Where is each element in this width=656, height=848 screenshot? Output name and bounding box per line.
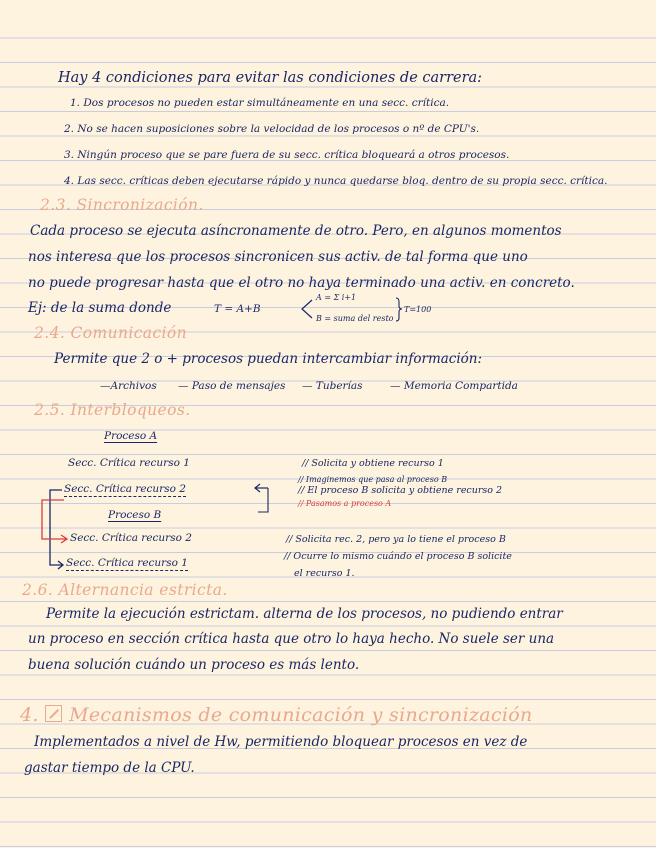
proceso-b-label: Proceso B bbox=[108, 509, 162, 521]
s24-item-archivos: —Archivos bbox=[100, 380, 157, 392]
condition-2: 2. No se hacen suposiciones sobre la velocidad de los procesos o nº de CPU's. bbox=[64, 123, 480, 135]
s24-item-memoria: — Memoria Compartida bbox=[390, 380, 518, 392]
s4-line-2: gastar tiempo de la CPU. bbox=[24, 760, 195, 776]
a-recurso-2: Secc. Crítica recurso 2 bbox=[64, 483, 186, 495]
comment-4: // Pasamos a proceso A bbox=[298, 499, 392, 508]
comment-6: // Ocurre lo mismo cuándo el proceso B solicite bbox=[284, 551, 512, 562]
comment-2: // Imaginemos que pasa al proceso B bbox=[298, 475, 448, 484]
b-recurso-1: Secc. Crítica recurso 1 bbox=[66, 557, 188, 569]
heading-2-5: 2.5. Interbloqueos. bbox=[34, 401, 191, 419]
heading-4-title: Mecanismos de comunicación y sincronización bbox=[69, 704, 533, 726]
comment-7: el recurso 1. bbox=[294, 568, 355, 579]
s23-example-lead: Ej: de la suma donde bbox=[28, 300, 172, 316]
comment-5: // Solicita rec. 2, pero ya lo tiene el proceso B bbox=[286, 534, 506, 545]
heading-4-number: 4. bbox=[20, 704, 39, 726]
comment-1: // Solicita y obtiene recurso 1 bbox=[302, 458, 444, 469]
s24-line: Permite que 2 o + procesos puedan intercambiar información: bbox=[54, 351, 483, 367]
a-recurso-1: Secc. Crítica recurso 1 bbox=[68, 457, 190, 469]
intro-line: Hay 4 condiciones para evitar las condiciones de carrera: bbox=[58, 70, 483, 86]
heading-2-4: 2.4. Comunicación bbox=[34, 324, 187, 342]
b-recurso-2: Secc. Crítica recurso 2 bbox=[70, 532, 192, 544]
s26-line-1: Permite la ejecución estrictam. alterna de los procesos, no pudiendo entrar bbox=[46, 606, 563, 622]
heading-2-6: 2.6. Alternancia estricta. bbox=[22, 581, 228, 599]
s23-example-result: T=100 bbox=[404, 305, 432, 314]
condition-1: 1. Dos procesos no pueden estar simultáneamente en una secc. crítica. bbox=[70, 97, 450, 109]
s23-line-1: Cada proceso se ejecuta asíncronamente de otro. Pero, en algunos momentos bbox=[30, 223, 562, 239]
s26-line-2: un proceso en sección crítica hasta que otro lo haya hecho. No suele ser una bbox=[28, 631, 555, 647]
proceso-a-label: Proceso A bbox=[104, 430, 158, 442]
checkbox-icon bbox=[45, 705, 62, 722]
s23-line-3: no puede progresar hasta que el otro no haya terminado una activ. en concreto. bbox=[28, 275, 575, 291]
s23-example-a: A = Σ i+1 bbox=[316, 293, 357, 302]
condition-4: 4. Las secc. críticas deben ejecutarse rápido y nunca quedarse bloq. dentro de su propia secc. crítica. bbox=[64, 175, 608, 187]
condition-3: 3. Ningún proceso que se pare fuera de su secc. crítica bloqueará a otros procesos. bbox=[64, 149, 510, 161]
s24-item-tuberias: — Tuberías bbox=[302, 380, 363, 392]
s4-line-1: Implementados a nivel de Hw, permitiendo bloquear procesos en vez de bbox=[34, 734, 528, 750]
s24-item-mensajes: — Paso de mensajes bbox=[178, 380, 286, 392]
heading-2-3: 2.3. Sincronización. bbox=[40, 196, 204, 214]
s23-line-2: nos interesa que los procesos sincronicen sus activ. de tal forma que uno bbox=[28, 249, 528, 265]
s23-example-eq: T = A+B bbox=[214, 303, 261, 315]
s23-example-b: B = suma del resto bbox=[316, 314, 394, 323]
comment-3: // El proceso B solicita y obtiene recurso 2 bbox=[298, 485, 503, 496]
heading-4 bbox=[20, 705, 533, 725]
s26-line-3: buena solución cuándo un proceso es más lento. bbox=[28, 657, 360, 673]
